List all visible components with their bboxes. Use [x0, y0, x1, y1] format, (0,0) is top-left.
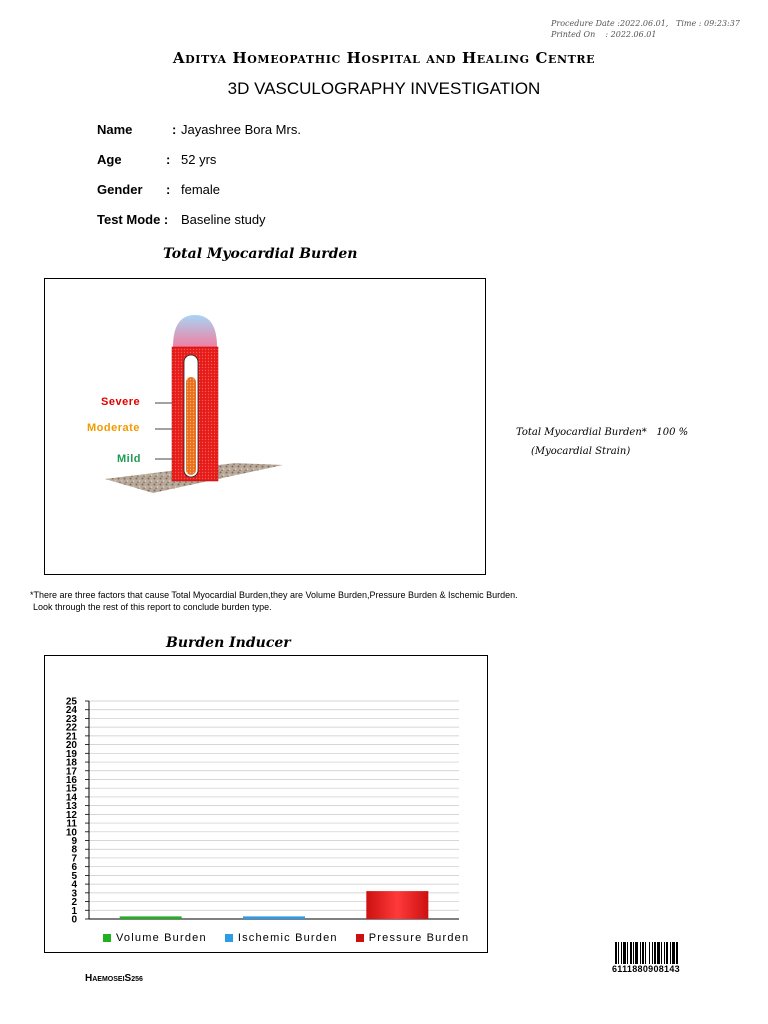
y-tick-label-16: 16 [65, 774, 77, 786]
bar-pressure-burden [366, 891, 428, 919]
test-mode-value: Baseline study [181, 212, 266, 227]
footer-logo-h: H [85, 973, 93, 984]
chart-legend [103, 932, 469, 944]
total-burden-result [516, 427, 688, 438]
bar-ischemic-burden [243, 916, 305, 919]
total-burden-box [44, 278, 486, 575]
footer-logo-mid: AEMOSEI [92, 976, 125, 983]
y-tick-label-14: 14 [65, 792, 77, 804]
total-burden-result-sub: (Myocardial Strain) [531, 446, 631, 457]
y-tick-label-1: 1 [71, 905, 77, 917]
burden-inducer-title: Burden Inducer [166, 635, 291, 651]
procedure-date-label: Procedure Date : [551, 19, 620, 28]
y-tick-label-3: 3 [71, 888, 77, 900]
mild-label: Mild [117, 453, 141, 465]
legend-volume: Volume Burden [116, 932, 207, 944]
time-value: 09:23:37 [703, 19, 740, 28]
total-burden-result-value: 100 % [656, 427, 689, 438]
y-tick-label-8: 8 [71, 844, 77, 856]
age-value: 52 yrs [181, 152, 217, 167]
severe-label: Severe [101, 396, 141, 408]
name-colon: : [172, 122, 177, 137]
report-title: 3D VASCULOGRAPHY INVESTIGATION [227, 79, 541, 98]
total-burden-result-label: Total Myocardial Burden* [516, 427, 647, 438]
y-tick-label-12: 12 [65, 809, 77, 821]
y-tick-label-17: 17 [65, 766, 77, 778]
burden-inducer-box [44, 655, 488, 953]
name-value: Jayashree Bora Mrs. [181, 122, 301, 137]
y-tick-label-22: 22 [65, 722, 77, 734]
legend-pressure: Pressure Burden [368, 932, 470, 944]
barcode-number: 6111880908143 [612, 964, 680, 974]
y-tick-label-5: 5 [71, 870, 77, 882]
gender-label: Gender [97, 182, 143, 197]
hospital-name: Aditya Homeopathic Hospital and Healing Centre [172, 49, 596, 67]
footer-logo-num: 256 [131, 976, 143, 983]
legend-ischemic: Ischemic Burden [237, 932, 338, 944]
y-tick-label-0: 0 [71, 914, 77, 926]
y-tick-label-19: 19 [65, 748, 77, 760]
y-tick-label-11: 11 [66, 818, 77, 830]
age-label: Age [97, 152, 122, 167]
footnote-line1: *There are three factors that cause Total Myocardial Burden,they are Volume Burden,Pressure Burden & Ischemic Burden. [30, 590, 518, 600]
printed-on-line [551, 29, 656, 40]
name-label: Name [97, 122, 133, 137]
footnote-line2: Look through the rest of this report to conclude burden type. [33, 602, 272, 612]
footer-logo-s: S [124, 973, 132, 984]
bar-volume-burden [120, 916, 182, 919]
y-tick-label-13: 13 [65, 801, 77, 813]
y-tick-label-9: 9 [71, 836, 77, 848]
procedure-date: 2022.06.01, [619, 19, 669, 28]
total-burden-title: Total Myocardial Burden [163, 246, 358, 262]
time-label: Time : [675, 19, 702, 28]
pillar-dome [173, 315, 217, 347]
test-mode-label: Test Mode : [97, 212, 169, 227]
burden-inducer-chart [45, 656, 487, 952]
y-tick-label-18: 18 [65, 757, 77, 769]
y-tick-label-4: 4 [71, 879, 77, 891]
gender-value: female [181, 182, 221, 197]
y-tick-label-23: 23 [65, 713, 77, 725]
age-colon: : [166, 152, 171, 167]
y-tick-label-7: 7 [71, 853, 77, 865]
y-tick-label-21: 21 [65, 731, 77, 743]
printed-on-date: 2022.06.01 [610, 30, 657, 39]
y-tick-label-24: 24 [65, 705, 77, 717]
gender-colon: : [166, 182, 171, 197]
y-tick-label-2: 2 [71, 897, 77, 909]
y-tick-label-6: 6 [71, 862, 77, 874]
footer-logo [85, 973, 143, 984]
procedure-date-line [551, 18, 740, 29]
y-tick-label-15: 15 [65, 783, 77, 795]
legend-swatch-volume [103, 934, 111, 942]
y-tick-label-25: 25 [65, 696, 77, 708]
moderate-label: Moderate [87, 422, 140, 434]
barcode [615, 942, 687, 964]
y-tick-label-10: 10 [65, 827, 77, 839]
y-tick-label-20: 20 [65, 740, 77, 752]
legend-swatch-pressure [356, 934, 364, 942]
printed-on-label: Printed On : [551, 30, 609, 39]
pillar-fill [186, 377, 196, 475]
legend-swatch-ischemic [225, 934, 233, 942]
